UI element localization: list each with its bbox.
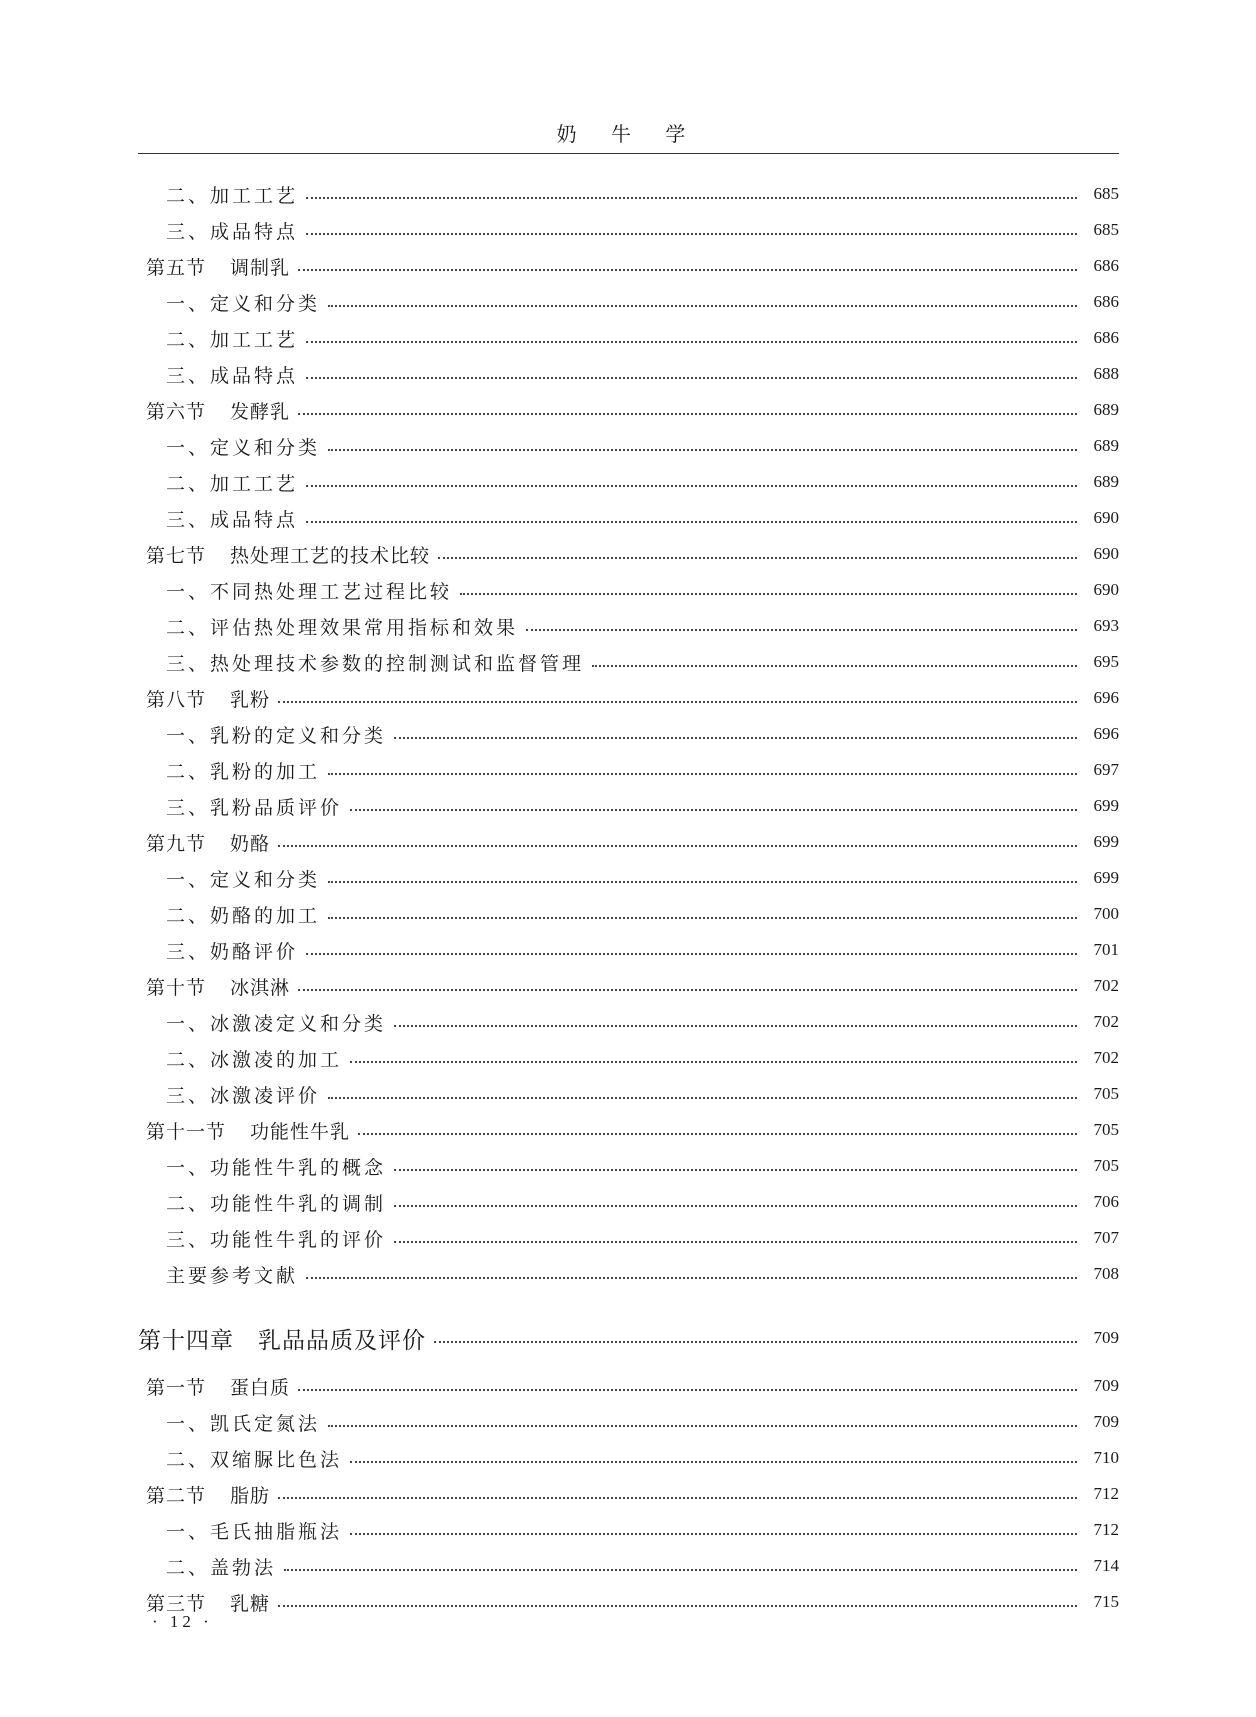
toc-entry-title (138, 1517, 342, 1544)
toc-entry-label: 一、定义和分类 (166, 436, 321, 459)
toc-page-number: 690 (1093, 580, 1119, 599)
toc-entry-label: 三、冰激凌评价 (166, 1084, 321, 1107)
toc-entry-title (138, 1322, 426, 1355)
dot-leader (306, 953, 1077, 955)
toc-entry-label: 二、加工工艺 (166, 472, 299, 495)
toc-entry-label: 二、功能性牛乳的调制 (166, 1192, 387, 1215)
dot-leader (350, 809, 1077, 811)
dot-leader (278, 845, 1077, 847)
toc-item-row (138, 644, 1119, 680)
toc-item-row (138, 500, 1119, 536)
toc-page-number: 712 (1093, 1484, 1119, 1503)
toc-entry-label: 乳糖 (230, 1592, 271, 1615)
toc-entry-label: 奶酪 (230, 832, 271, 855)
toc-page-number: 699 (1093, 796, 1119, 815)
toc-entry-label: 冰淇淋 (230, 976, 291, 999)
toc-page-number: 709 (1093, 1328, 1119, 1347)
toc-entry-label: 乳品品质及评价 (258, 1327, 426, 1354)
toc-entry-title (138, 937, 298, 964)
toc-entry-title (138, 1117, 350, 1144)
toc-page-number: 689 (1093, 472, 1119, 491)
toc-page-number: 701 (1093, 940, 1119, 959)
toc-entry-label: 一、定义和分类 (166, 868, 321, 891)
dot-leader (592, 665, 1077, 667)
toc-page-number: 697 (1093, 760, 1119, 779)
dot-leader (298, 269, 1077, 271)
toc-page-number: 699 (1093, 868, 1119, 887)
toc-entry-label: 三、成品特点 (166, 508, 299, 531)
toc-item-row (138, 320, 1119, 356)
toc-entry-title (138, 973, 290, 1000)
dot-leader (460, 593, 1077, 595)
toc-section-row (138, 968, 1119, 1004)
toc-entry-label: 一、乳粉的定义和分类 (166, 724, 387, 747)
dot-leader (298, 989, 1077, 991)
toc-entry-label: 三、成品特点 (166, 220, 299, 243)
toc-page-number: 709 (1093, 1412, 1119, 1431)
toc-entry-title (138, 577, 452, 604)
header-rule (138, 153, 1119, 154)
toc-page-number: 710 (1093, 1448, 1119, 1467)
toc-entry-title (138, 1081, 320, 1108)
toc-entry-title (138, 649, 584, 676)
toc-page-number: 686 (1093, 292, 1119, 311)
toc-entry-label: 二、双缩脲比色法 (166, 1448, 343, 1471)
toc-section-row (138, 536, 1119, 572)
toc-entry-label: 二、盖勃法 (166, 1556, 277, 1579)
toc-entry-number: 第五节 (146, 256, 207, 279)
toc-entry-title (138, 1189, 386, 1216)
toc-page-number: 702 (1093, 1048, 1119, 1067)
dot-leader (278, 1605, 1077, 1607)
toc-entry-title (138, 1261, 298, 1288)
toc-page-number: 688 (1093, 364, 1119, 383)
toc-item-row (138, 428, 1119, 464)
dot-leader (306, 197, 1077, 199)
dot-leader (328, 449, 1077, 451)
toc-entry-title (138, 865, 320, 892)
toc-entry-number: 第三节 (146, 1592, 207, 1615)
toc-item-row (138, 1148, 1119, 1184)
toc-entry-title (138, 361, 298, 388)
toc-entry-label: 一、毛氏抽脂瓶法 (166, 1520, 343, 1543)
dot-leader (350, 1461, 1077, 1463)
toc-item-row (138, 1040, 1119, 1076)
toc-entry-number: 第十一节 (146, 1120, 227, 1143)
toc-entry-title (138, 721, 386, 748)
toc-item-row (138, 860, 1119, 896)
toc-entry-title (138, 1409, 320, 1436)
toc-page-number: 696 (1093, 724, 1119, 743)
dot-leader (394, 1169, 1077, 1171)
toc-entry-label: 二、评估热处理效果常用指标和效果 (166, 616, 519, 639)
toc-entry-number: 第六节 (146, 400, 207, 423)
toc-section-row (138, 1112, 1119, 1148)
toc-entry-title (138, 1481, 270, 1508)
dot-leader (278, 1497, 1077, 1499)
toc-entry-title (138, 1373, 290, 1400)
toc-entry-number: 第二节 (146, 1484, 207, 1507)
toc-entry-number: 第十四章 (138, 1327, 234, 1354)
toc-page-number: 686 (1093, 256, 1119, 275)
toc-item-row (138, 212, 1119, 248)
toc-entry-title (138, 829, 270, 856)
toc-entry-number: 第一节 (146, 1376, 207, 1399)
toc-item-row (138, 176, 1119, 212)
dot-leader (306, 377, 1077, 379)
dot-leader (298, 1389, 1077, 1391)
toc-entry-label: 三、乳粉品质评价 (166, 796, 343, 819)
toc-page-number: 686 (1093, 328, 1119, 347)
toc-item-row (138, 896, 1119, 932)
toc-section-row (138, 392, 1119, 428)
toc-entry-title (138, 325, 298, 352)
dot-leader (328, 917, 1077, 919)
toc-entry-label: 三、功能性牛乳的评价 (166, 1228, 387, 1251)
toc-item-row (138, 752, 1119, 788)
running-header: 奶 牛 学 (556, 122, 700, 146)
toc-entry-title (138, 289, 320, 316)
toc-entry-title (138, 181, 298, 208)
toc-entry-label: 三、奶酪评价 (166, 940, 299, 963)
toc-entry-title (138, 505, 298, 532)
toc-page-number: 705 (1093, 1156, 1119, 1175)
toc-item-row (138, 1220, 1119, 1256)
dot-leader (394, 737, 1077, 739)
toc-page-number: 702 (1093, 1012, 1119, 1031)
toc-section-row (138, 824, 1119, 860)
toc-page-number: 696 (1093, 688, 1119, 707)
dot-leader (306, 1277, 1077, 1279)
toc-page-number: 705 (1093, 1084, 1119, 1103)
toc-item-row (138, 1004, 1119, 1040)
toc-entry-number: 第十节 (146, 976, 207, 999)
toc-page-number: 695 (1093, 652, 1119, 671)
toc-entry-title (138, 685, 270, 712)
toc-entry-title (138, 1009, 386, 1036)
toc-item-row (138, 356, 1119, 392)
toc-entry-title (138, 469, 298, 496)
dot-leader (350, 1061, 1077, 1063)
toc-item-row (138, 932, 1119, 968)
dot-leader (306, 521, 1077, 523)
toc-entry-title (138, 901, 320, 928)
toc-item-row (138, 608, 1119, 644)
toc-section-row (138, 680, 1119, 716)
toc-entry-label: 调制乳 (230, 256, 291, 279)
toc-entry-title (138, 433, 320, 460)
toc-item-row (138, 716, 1119, 752)
dot-leader (328, 773, 1077, 775)
toc-entry-title (138, 217, 298, 244)
toc-entry-title (138, 1445, 342, 1472)
toc-page-number: 707 (1093, 1228, 1119, 1247)
toc-entry-number: 第八节 (146, 688, 207, 711)
dot-leader (284, 1569, 1077, 1571)
toc-entry-title (138, 253, 290, 280)
toc-entry-label: 乳粉 (230, 688, 271, 711)
toc-page-number: 690 (1093, 544, 1119, 563)
toc-section-row (138, 1584, 1119, 1620)
toc-item-row (138, 464, 1119, 500)
toc-entry-label: 主要参考文献 (166, 1264, 299, 1287)
table-of-contents (138, 176, 1119, 1620)
dot-leader (328, 881, 1077, 883)
toc-entry-title (138, 397, 290, 424)
toc-item-row (138, 1440, 1119, 1476)
toc-entry-label: 二、乳粉的加工 (166, 760, 321, 783)
toc-page-number: 705 (1093, 1120, 1119, 1139)
toc-entry-title (138, 1225, 386, 1252)
toc-entry-label: 蛋白质 (230, 1376, 291, 1399)
toc-page-number: 689 (1093, 436, 1119, 455)
toc-page-number: 690 (1093, 508, 1119, 527)
toc-page-number: 712 (1093, 1520, 1119, 1539)
toc-page-number: 706 (1093, 1192, 1119, 1211)
dot-leader (306, 341, 1077, 343)
toc-entry-label: 热处理工艺的技术比较 (230, 544, 431, 567)
toc-entry-title (138, 757, 320, 784)
toc-entry-title (138, 793, 342, 820)
toc-section-row (138, 1368, 1119, 1404)
dot-leader (526, 629, 1077, 631)
toc-entry-label: 功能性牛乳 (250, 1120, 351, 1143)
toc-page-number: 709 (1093, 1376, 1119, 1395)
toc-entry-label: 二、奶酪的加工 (166, 904, 321, 927)
dot-leader (394, 1025, 1077, 1027)
toc-item-row (138, 572, 1119, 608)
dot-leader (328, 1097, 1077, 1099)
toc-page-number: 693 (1093, 616, 1119, 635)
toc-entry-label: 三、成品特点 (166, 364, 299, 387)
toc-item-row (138, 1184, 1119, 1220)
toc-page-number: 700 (1093, 904, 1119, 923)
dot-leader (434, 1341, 1077, 1343)
toc-section-row (138, 1476, 1119, 1512)
toc-page-number: 685 (1093, 184, 1119, 203)
dot-leader (358, 1133, 1077, 1135)
toc-page-number: 699 (1093, 832, 1119, 851)
dot-leader (350, 1533, 1077, 1535)
dot-leader (298, 413, 1077, 415)
toc-entry-title (138, 613, 518, 640)
toc-entry-label: 一、冰激凌定义和分类 (166, 1012, 387, 1035)
dot-leader (328, 305, 1077, 307)
page-folio: · 12 · (152, 1612, 213, 1631)
toc-entry-label: 二、加工工艺 (166, 328, 299, 351)
dot-leader (278, 701, 1077, 703)
toc-entry-label: 三、热处理技术参数的控制测试和监督管理 (166, 652, 585, 675)
toc-page-number: 714 (1093, 1556, 1119, 1575)
toc-page-number: 715 (1093, 1592, 1119, 1611)
toc-entry-number: 第九节 (146, 832, 207, 855)
toc-entry-label: 一、不同热处理工艺过程比较 (166, 580, 453, 603)
toc-page-number: 708 (1093, 1264, 1119, 1283)
toc-page-number: 689 (1093, 400, 1119, 419)
toc-entry-label: 一、定义和分类 (166, 292, 321, 315)
toc-chapter-row (138, 1312, 1119, 1364)
dot-leader (438, 557, 1077, 559)
toc-entry-title (138, 541, 430, 568)
toc-entry-label: 一、凯氏定氮法 (166, 1412, 321, 1435)
toc-item-row (138, 1404, 1119, 1440)
toc-entry-label: 脂肪 (230, 1484, 271, 1507)
dot-leader (328, 1425, 1077, 1427)
toc-item-row (138, 1512, 1119, 1548)
toc-entry-title (138, 1553, 276, 1580)
dot-leader (306, 485, 1077, 487)
toc-entry-label: 一、功能性牛乳的概念 (166, 1156, 387, 1179)
toc-page-number: 685 (1093, 220, 1119, 239)
toc-entry-label: 二、加工工艺 (166, 184, 299, 207)
dot-leader (394, 1205, 1077, 1207)
toc-item-row (138, 1076, 1119, 1112)
toc-section-row (138, 248, 1119, 284)
dot-leader (394, 1241, 1077, 1243)
toc-item-row (138, 1548, 1119, 1584)
toc-item-row (138, 788, 1119, 824)
toc-item-row (138, 284, 1119, 320)
toc-entry-label: 二、冰激凌的加工 (166, 1048, 343, 1071)
toc-item-row (138, 1256, 1119, 1292)
toc-entry-title (138, 1153, 386, 1180)
toc-entry-label: 发酵乳 (230, 400, 291, 423)
toc-entry-title (138, 1045, 342, 1072)
dot-leader (306, 233, 1077, 235)
toc-page-number: 702 (1093, 976, 1119, 995)
toc-entry-number: 第七节 (146, 544, 207, 567)
